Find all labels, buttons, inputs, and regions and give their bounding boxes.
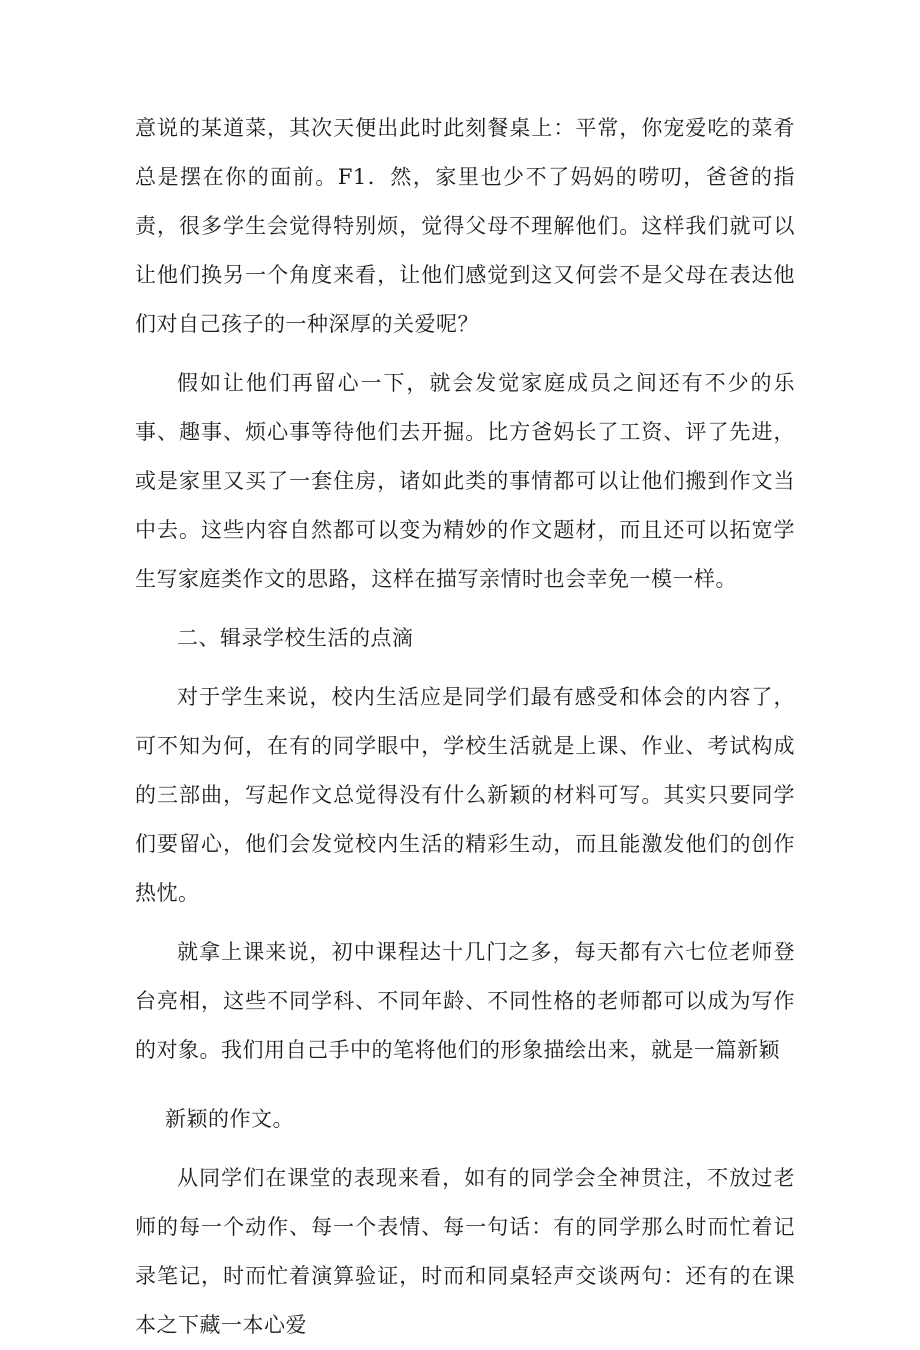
paragraph-4: 就拿上课来说，初中课程达十几门之多，每天都有六七位老师登台亮相，这些不同学科、不同年龄、不同性格的老师都可以成为写作的对象。我们用自己手中的笔将他们的形象描绘出来，就是一篇新颖 bbox=[135, 940, 795, 1062]
paragraph-5-continuation: 新颖的作文。 bbox=[165, 1107, 294, 1131]
paragraph-1: 意说的某道菜，其次天便出此时此刻餐桌上：平常，你宠爱吃的菜肴总是摆在你的面前。F1．然，家里也少不了妈妈的唠叨，爸爸的指责，很多学生会觉得特别烦，觉得父母不理解他们。这样我们就可以让他们换另一个角度来看，让他们感觉到这又何尝不是父母在表达他们对自己孩子的一种深厚的关爱呢？ bbox=[135, 116, 795, 336]
paragraph-6: 从同学们在课堂的表现来看，如有的同学会全神贯注，不放过老师的每一个动作、每一个表情、每一句话：有的同学那么时而忙着记录笔记，时而忙着演算验证，时而和同桌轻声交谈两句：还有的在课本之下藏一本心爱 bbox=[135, 1166, 795, 1337]
paragraph-3: 对于学生来说，校内生活应是同学们最有感受和体会的内容了，可不知为何，在有的同学眼中，学校生活就是上课、作业、考试构成的三部曲，写起作文总觉得没有什么新颖的材料可写。其实只要同学们要留心，他们会发觉校内生活的精彩生动，而且能激发他们的创作热忱。 bbox=[135, 685, 795, 905]
section-heading: 二、辑录学校生活的点滴 bbox=[177, 626, 414, 650]
paragraph-2: 假如让他们再留心一下，就会发觉家庭成员之间还有不少的乐事、趣事、烦心事等待他们去开掘。比方爸妈长了工资、评了先进，或是家里又买了一套住房，诸如此类的事情都可以让他们搬到作文当中去。这些内容自然都可以变为精妙的作文题材，而且还可以拓宽学生写家庭类作文的思路，这样在描写亲情时也会幸免一模一样。 bbox=[135, 371, 795, 591]
document-body bbox=[135, 104, 795, 1350]
